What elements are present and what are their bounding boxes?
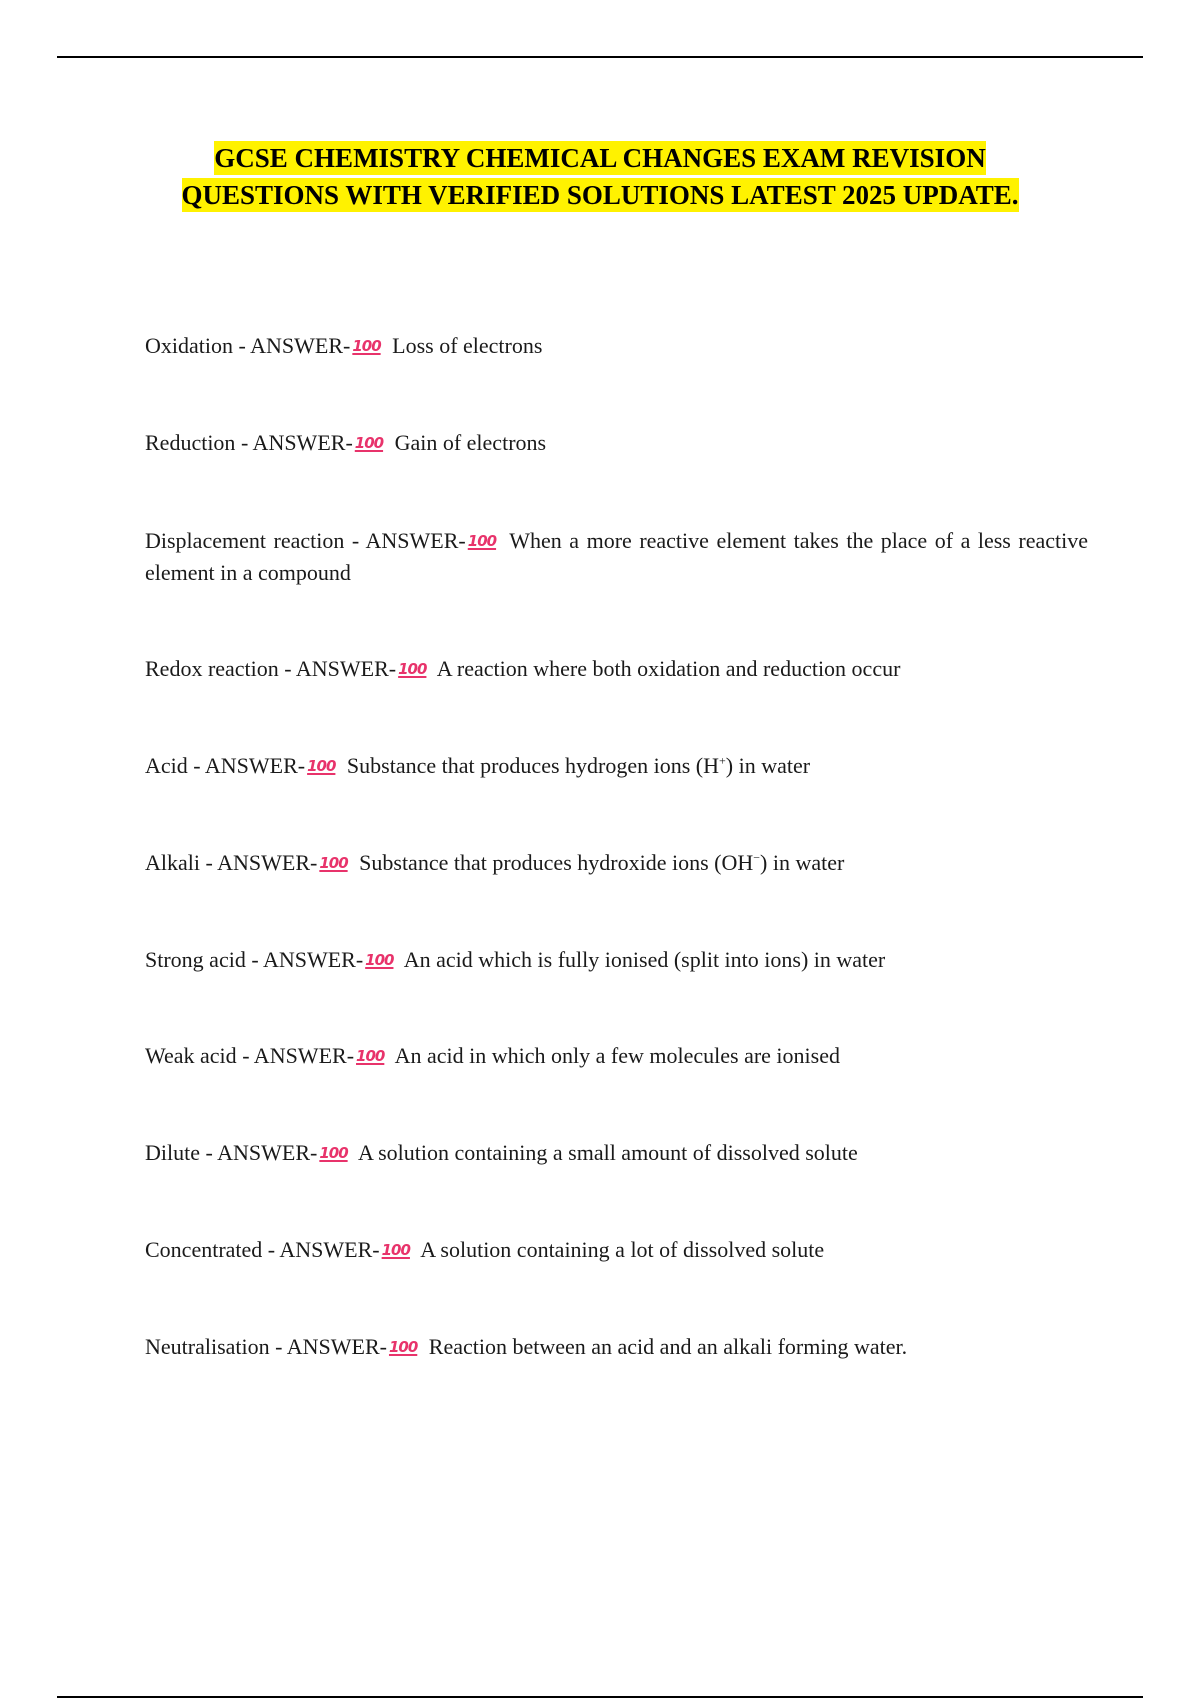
- qa-item-displacement-reaction: [145, 525, 1088, 588]
- answer: A solution containing a small amount of dissolved solute: [357, 1140, 858, 1165]
- document-title: [0, 140, 1200, 214]
- term: Acid: [145, 753, 188, 778]
- answer-marker: - ANSWER-: [242, 1043, 355, 1068]
- answer-marker: - ANSWER-: [240, 430, 353, 455]
- answer-marker: - ANSWER-: [238, 333, 351, 358]
- answer: A reaction where both oxidation and reduction occur: [436, 656, 901, 681]
- answer-marker: - ANSWER-: [193, 753, 306, 778]
- answer: When a more reactive element takes the place of a less reactive element in a compound: [145, 528, 1089, 585]
- hundred-points-icon: 100: [354, 434, 384, 452]
- answer: A solution containing a lot of dissolved solute: [420, 1237, 825, 1262]
- hundred-points-icon: 100: [352, 337, 381, 355]
- title-line-2: QUESTIONS WITH VERIFIED SOLUTIONS LATEST 2025 UPDATE.: [181, 180, 1019, 210]
- hundred-points-icon: 100: [381, 1241, 410, 1259]
- answer: Gain of electrons: [394, 430, 547, 455]
- term: Dilute: [145, 1140, 200, 1165]
- hundred-points-icon: 100: [467, 532, 497, 550]
- qa-item-reduction: [145, 427, 1088, 459]
- answer-marker: - ANSWER-: [275, 1334, 387, 1359]
- answer-marker: - ANSWER-: [267, 1237, 380, 1262]
- bottom-rule: [57, 1696, 1143, 1698]
- answer: An acid which is fully ionised (split into ions) in water: [403, 947, 886, 972]
- answer-marker: - ANSWER-: [284, 656, 397, 681]
- qa-item-acid: [145, 750, 1088, 782]
- answer: Loss of electrons: [392, 333, 543, 358]
- answer-marker: - ANSWER-: [351, 528, 466, 553]
- term: Reduction: [145, 430, 236, 455]
- qa-item-concentrated: [145, 1234, 1088, 1266]
- answer: An acid in which only a few molecules are ionised: [394, 1043, 840, 1068]
- qa-item-redox-reaction: [145, 653, 1088, 685]
- hundred-points-icon: 100: [319, 854, 348, 872]
- term: Oxidation: [145, 333, 233, 358]
- hundred-points-icon: 100: [356, 1047, 385, 1065]
- hundred-points-icon: 100: [365, 951, 394, 969]
- answer-marker: - ANSWER-: [205, 850, 318, 875]
- term: Displacement reaction: [145, 528, 345, 553]
- term: Alkali: [145, 850, 200, 875]
- qa-item-neutralisation: [145, 1331, 1088, 1363]
- top-rule: [57, 56, 1143, 58]
- title-line-1: GCSE CHEMISTRY CHEMICAL CHANGES EXAM REVISION: [214, 143, 986, 173]
- answer: Reaction between an acid and an alkali forming water.: [428, 1334, 908, 1359]
- term: Concentrated: [145, 1237, 263, 1262]
- term: Strong acid: [145, 947, 246, 972]
- hundred-points-icon: 100: [398, 660, 427, 678]
- qa-item-alkali: [145, 847, 1088, 879]
- answer: Substance that produces hydroxide ions (OH−) in water: [359, 850, 845, 875]
- qa-item-oxidation: [145, 330, 1088, 362]
- answer-marker: - ANSWER-: [251, 947, 364, 972]
- term: Redox reaction: [145, 656, 279, 681]
- term: Weak acid: [145, 1043, 237, 1068]
- hundred-points-icon: 100: [388, 1338, 418, 1356]
- answer-marker: - ANSWER-: [205, 1140, 318, 1165]
- term: Neutralisation: [145, 1334, 270, 1359]
- qa-item-strong-acid: [145, 944, 1088, 976]
- hundred-points-icon: 100: [307, 757, 336, 775]
- qa-item-dilute: [145, 1137, 1088, 1169]
- answer: Substance that produces hydrogen ions (H+) in water: [346, 753, 811, 778]
- qa-item-weak-acid: [145, 1040, 1088, 1072]
- hundred-points-icon: 100: [319, 1144, 348, 1162]
